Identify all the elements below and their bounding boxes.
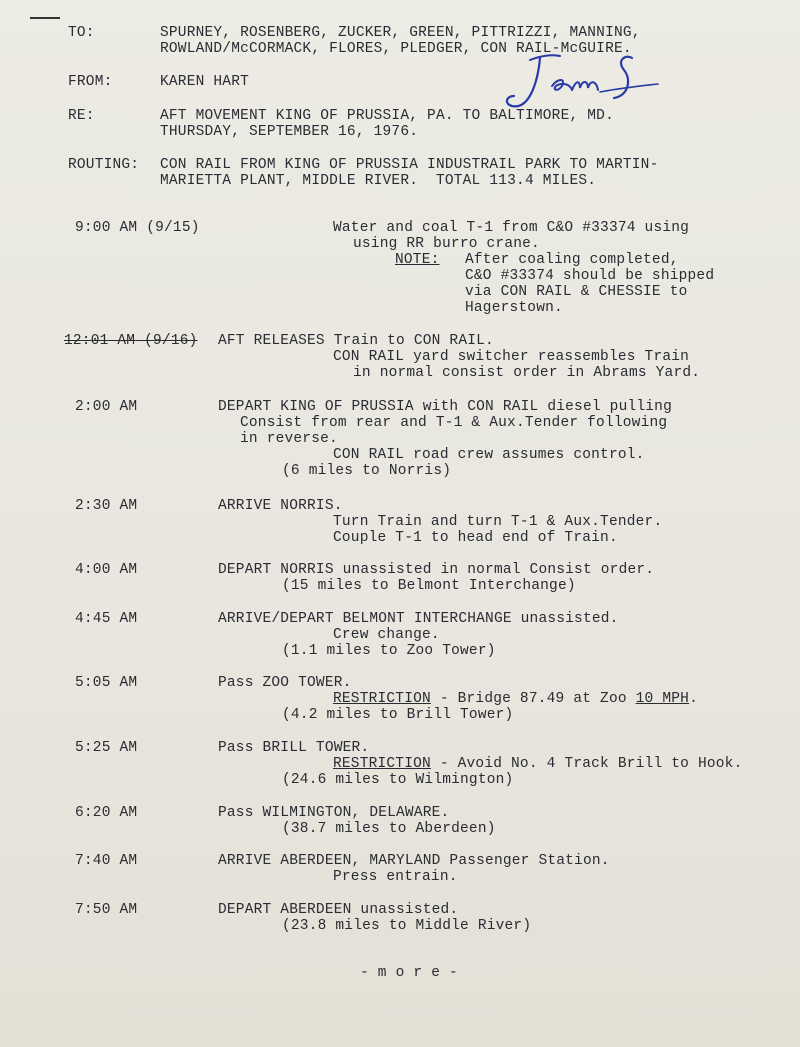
- entry-0900-line-6: Hagerstown.: [465, 300, 563, 316]
- entry-0400-line-1: DEPART NORRIS unassisted in normal Consist order.: [218, 562, 655, 578]
- restriction-text-2: - Avoid No. 4 Track Brill to Hook.: [430, 756, 743, 772]
- re-line-2: THURSDAY, SEPTEMBER 16, 1976.: [160, 124, 419, 140]
- re-label: RE:: [68, 108, 95, 124]
- to-line-2: ROWLAND/McCORMACK, FLORES, PLEDGER, CON RAIL-McGUIRE.: [160, 41, 632, 57]
- entry-0230-line-2: Turn Train and turn T-1 & Aux.Tender.: [333, 514, 663, 530]
- entry-0505-line-3: (4.2 miles to Brill Tower): [282, 707, 514, 723]
- time-0525: 5:25 AM: [75, 740, 138, 756]
- entry-0740-line-1: ARRIVE ABERDEEN, MARYLAND Passenger Station.: [218, 853, 610, 869]
- entry-0525-line-3: (24.6 miles to Wilmington): [282, 772, 514, 788]
- time-0900: 9:00 AM (9/15): [75, 220, 200, 236]
- restriction-label: RESTRICTION: [333, 691, 431, 707]
- entry-0200-line-5: (6 miles to Norris): [282, 463, 452, 479]
- routing-line-1: CON RAIL FROM KING OF PRUSSIA INDUSTRAIL PARK TO MARTIN-: [160, 157, 659, 173]
- handwritten-signature: [500, 40, 660, 120]
- time-0200: 2:00 AM: [75, 399, 138, 415]
- entry-0900-line-3: After coaling completed,: [465, 252, 679, 268]
- entry-0445-line-3: (1.1 miles to Zoo Tower): [282, 643, 496, 659]
- entry-0900-line-5: via CON RAIL & CHESSIE to: [465, 284, 688, 300]
- entry-0900-line-1: Water and coal T-1 from C&O #33374 using: [333, 220, 690, 236]
- time-0740: 7:40 AM: [75, 853, 138, 869]
- time-0230: 2:30 AM: [75, 498, 138, 514]
- corner-mark: [30, 17, 60, 19]
- entry-0750-line-2: (23.8 miles to Middle River): [282, 918, 532, 934]
- time-0505: 5:05 AM: [75, 675, 138, 691]
- entry-0740-line-2: Press entrain.: [333, 869, 458, 885]
- entry-1201-line-2: CON RAIL yard switcher reassembles Train: [333, 349, 690, 365]
- to-label: TO:: [68, 25, 95, 41]
- entry-0525-line-1: Pass BRILL TOWER.: [218, 740, 370, 756]
- entry-0445-line-1: ARRIVE/DEPART BELMONT INTERCHANGE unassisted.: [218, 611, 619, 627]
- time-1201: 12:01 AM (9/16): [64, 333, 198, 349]
- entry-0525-restriction-line: [333, 756, 742, 772]
- restriction-period: .: [689, 691, 698, 707]
- routing-line-2: MARIETTA PLANT, MIDDLE RIVER. TOTAL 113.4 MILES.: [160, 173, 597, 189]
- speed-limit: 10 MPH: [635, 691, 690, 707]
- entry-0445-line-2: Crew change.: [333, 627, 440, 643]
- from-label: FROM:: [68, 74, 113, 90]
- time-0445: 4:45 AM: [75, 611, 138, 627]
- entry-0505-line-1: Pass ZOO TOWER.: [218, 675, 352, 691]
- time-0620: 6:20 AM: [75, 805, 138, 821]
- entry-0400-line-2: (15 miles to Belmont Interchange): [282, 578, 576, 594]
- note-label: NOTE:: [395, 252, 440, 268]
- entry-1201-line-1: AFT RELEASES Train to CON RAIL.: [218, 333, 494, 349]
- entry-0750-line-1: DEPART ABERDEEN unassisted.: [218, 902, 459, 918]
- entry-0230-line-3: Couple T-1 to head end of Train.: [333, 530, 618, 546]
- restriction-text: - Bridge 87.49 at Zoo: [430, 691, 636, 707]
- entry-0900-line-2: using RR burro crane.: [353, 236, 540, 252]
- entry-0620-line-1: Pass WILMINGTON, DELAWARE.: [218, 805, 450, 821]
- entry-0200-line-1: DEPART KING OF PRUSSIA with CON RAIL diesel pulling: [218, 399, 672, 415]
- re-line-1: AFT MOVEMENT KING OF PRUSSIA, PA. TO BALTIMORE, MD.: [160, 108, 614, 124]
- to-line-1: SPURNEY, ROSENBERG, ZUCKER, GREEN, PITTRIZZI, MANNING,: [160, 25, 641, 41]
- entry-0620-line-2: (38.7 miles to Aberdeen): [282, 821, 496, 837]
- restriction-label-2: RESTRICTION: [333, 756, 431, 772]
- time-0400: 4:00 AM: [75, 562, 138, 578]
- entry-0200-line-4: CON RAIL road crew assumes control.: [333, 447, 645, 463]
- entry-1201-line-3: in normal consist order in Abrams Yard.: [353, 365, 701, 381]
- entry-0200-line-3: in reverse.: [240, 431, 338, 447]
- from-value: KAREN HART: [160, 74, 250, 90]
- more-footer: - m o r e -: [360, 965, 458, 981]
- entry-0200-line-2: Consist from rear and T-1 & Aux.Tender following: [240, 415, 668, 431]
- time-0750: 7:50 AM: [75, 902, 138, 918]
- entry-0505-restriction-line: [333, 691, 698, 707]
- entry-0900-line-4: C&O #33374 should be shipped: [465, 268, 715, 284]
- entry-0230-line-1: ARRIVE NORRIS.: [218, 498, 343, 514]
- routing-label: ROUTING:: [68, 157, 140, 173]
